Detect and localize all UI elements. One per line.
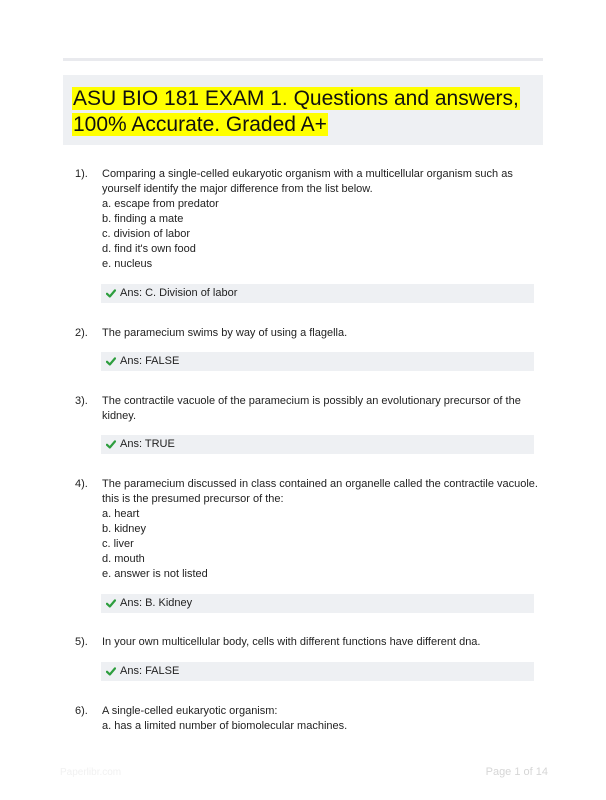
option-line: e. nucleus [102,258,153,270]
question-number: 3). [75,395,88,407]
answer-box [101,435,534,454]
question-text [102,167,542,272]
watermark-text: Paperlibr.com [60,767,122,778]
checkmark-icon [106,599,116,608]
question-number: 2). [75,327,88,339]
checkmark-icon [106,667,116,676]
title-banner [63,75,543,145]
question-text [102,326,542,341]
answer-text: Ans: TRUE [120,438,175,450]
question-number: 6). [75,705,88,717]
option-line: e. answer is not listed [102,568,208,580]
page-number: Page 1 of 14 [485,766,548,778]
question-text [102,477,542,582]
option-line: a. heart [102,508,140,520]
question-text [102,704,542,734]
option-line: c. liver [102,538,134,550]
option-line: d. mouth [102,553,145,565]
checkmark-icon [106,440,116,449]
document-title-line-1: ASU BIO 181 EXAM 1. Questions and answers, [73,87,519,110]
document-title-line-2: 100% Accurate. Graded A+ [73,113,327,136]
question-line: In your own multicellular body, cells with different functions have different dna. [102,636,481,648]
option-line: a. escape from predator [102,198,219,210]
answer-text: Ans: FALSE [120,665,180,677]
option-line: b. kidney [102,523,147,535]
question-line: this is the presumed precursor of the: [102,493,284,505]
document-title [72,86,532,138]
question-line: The paramecium swims by way of using a flagella. [102,327,348,339]
question-text [102,394,542,424]
option-line: d. find it's own food [102,243,196,255]
question-number: 1). [75,168,88,180]
option-line: a. has a limited number of biomolecular machines. [102,720,348,732]
answer-box [101,662,534,681]
answer-text: Ans: C. Division of labor [120,287,238,299]
answer-box [101,594,534,613]
checkmark-icon [106,357,116,366]
answer-text: Ans: FALSE [120,355,180,367]
option-line: c. division of labor [102,228,191,240]
top-divider [63,58,543,61]
answer-box [101,352,534,371]
question-number: 4). [75,478,88,490]
answer-box [101,284,534,303]
answer-text: Ans: B. Kidney [120,597,193,609]
question-line: kidney. [102,410,137,422]
option-line: b. finding a mate [102,213,184,225]
question-number: 5). [75,636,88,648]
checkmark-icon [106,289,116,298]
question-line: yourself identify the major difference from the list below. [102,183,373,195]
question-line: The contractile vacuole of the paramecium is possibly an evolutionary precursor of the [102,395,521,407]
question-text [102,635,542,650]
question-line: A single-celled eukaryotic organism: [102,705,278,717]
question-line: Comparing a single-celled eukaryotic organism with a multicellular organism such as [102,168,513,180]
question-line: The paramecium discussed in class contained an organelle called the contractile vacuole. [102,478,538,490]
